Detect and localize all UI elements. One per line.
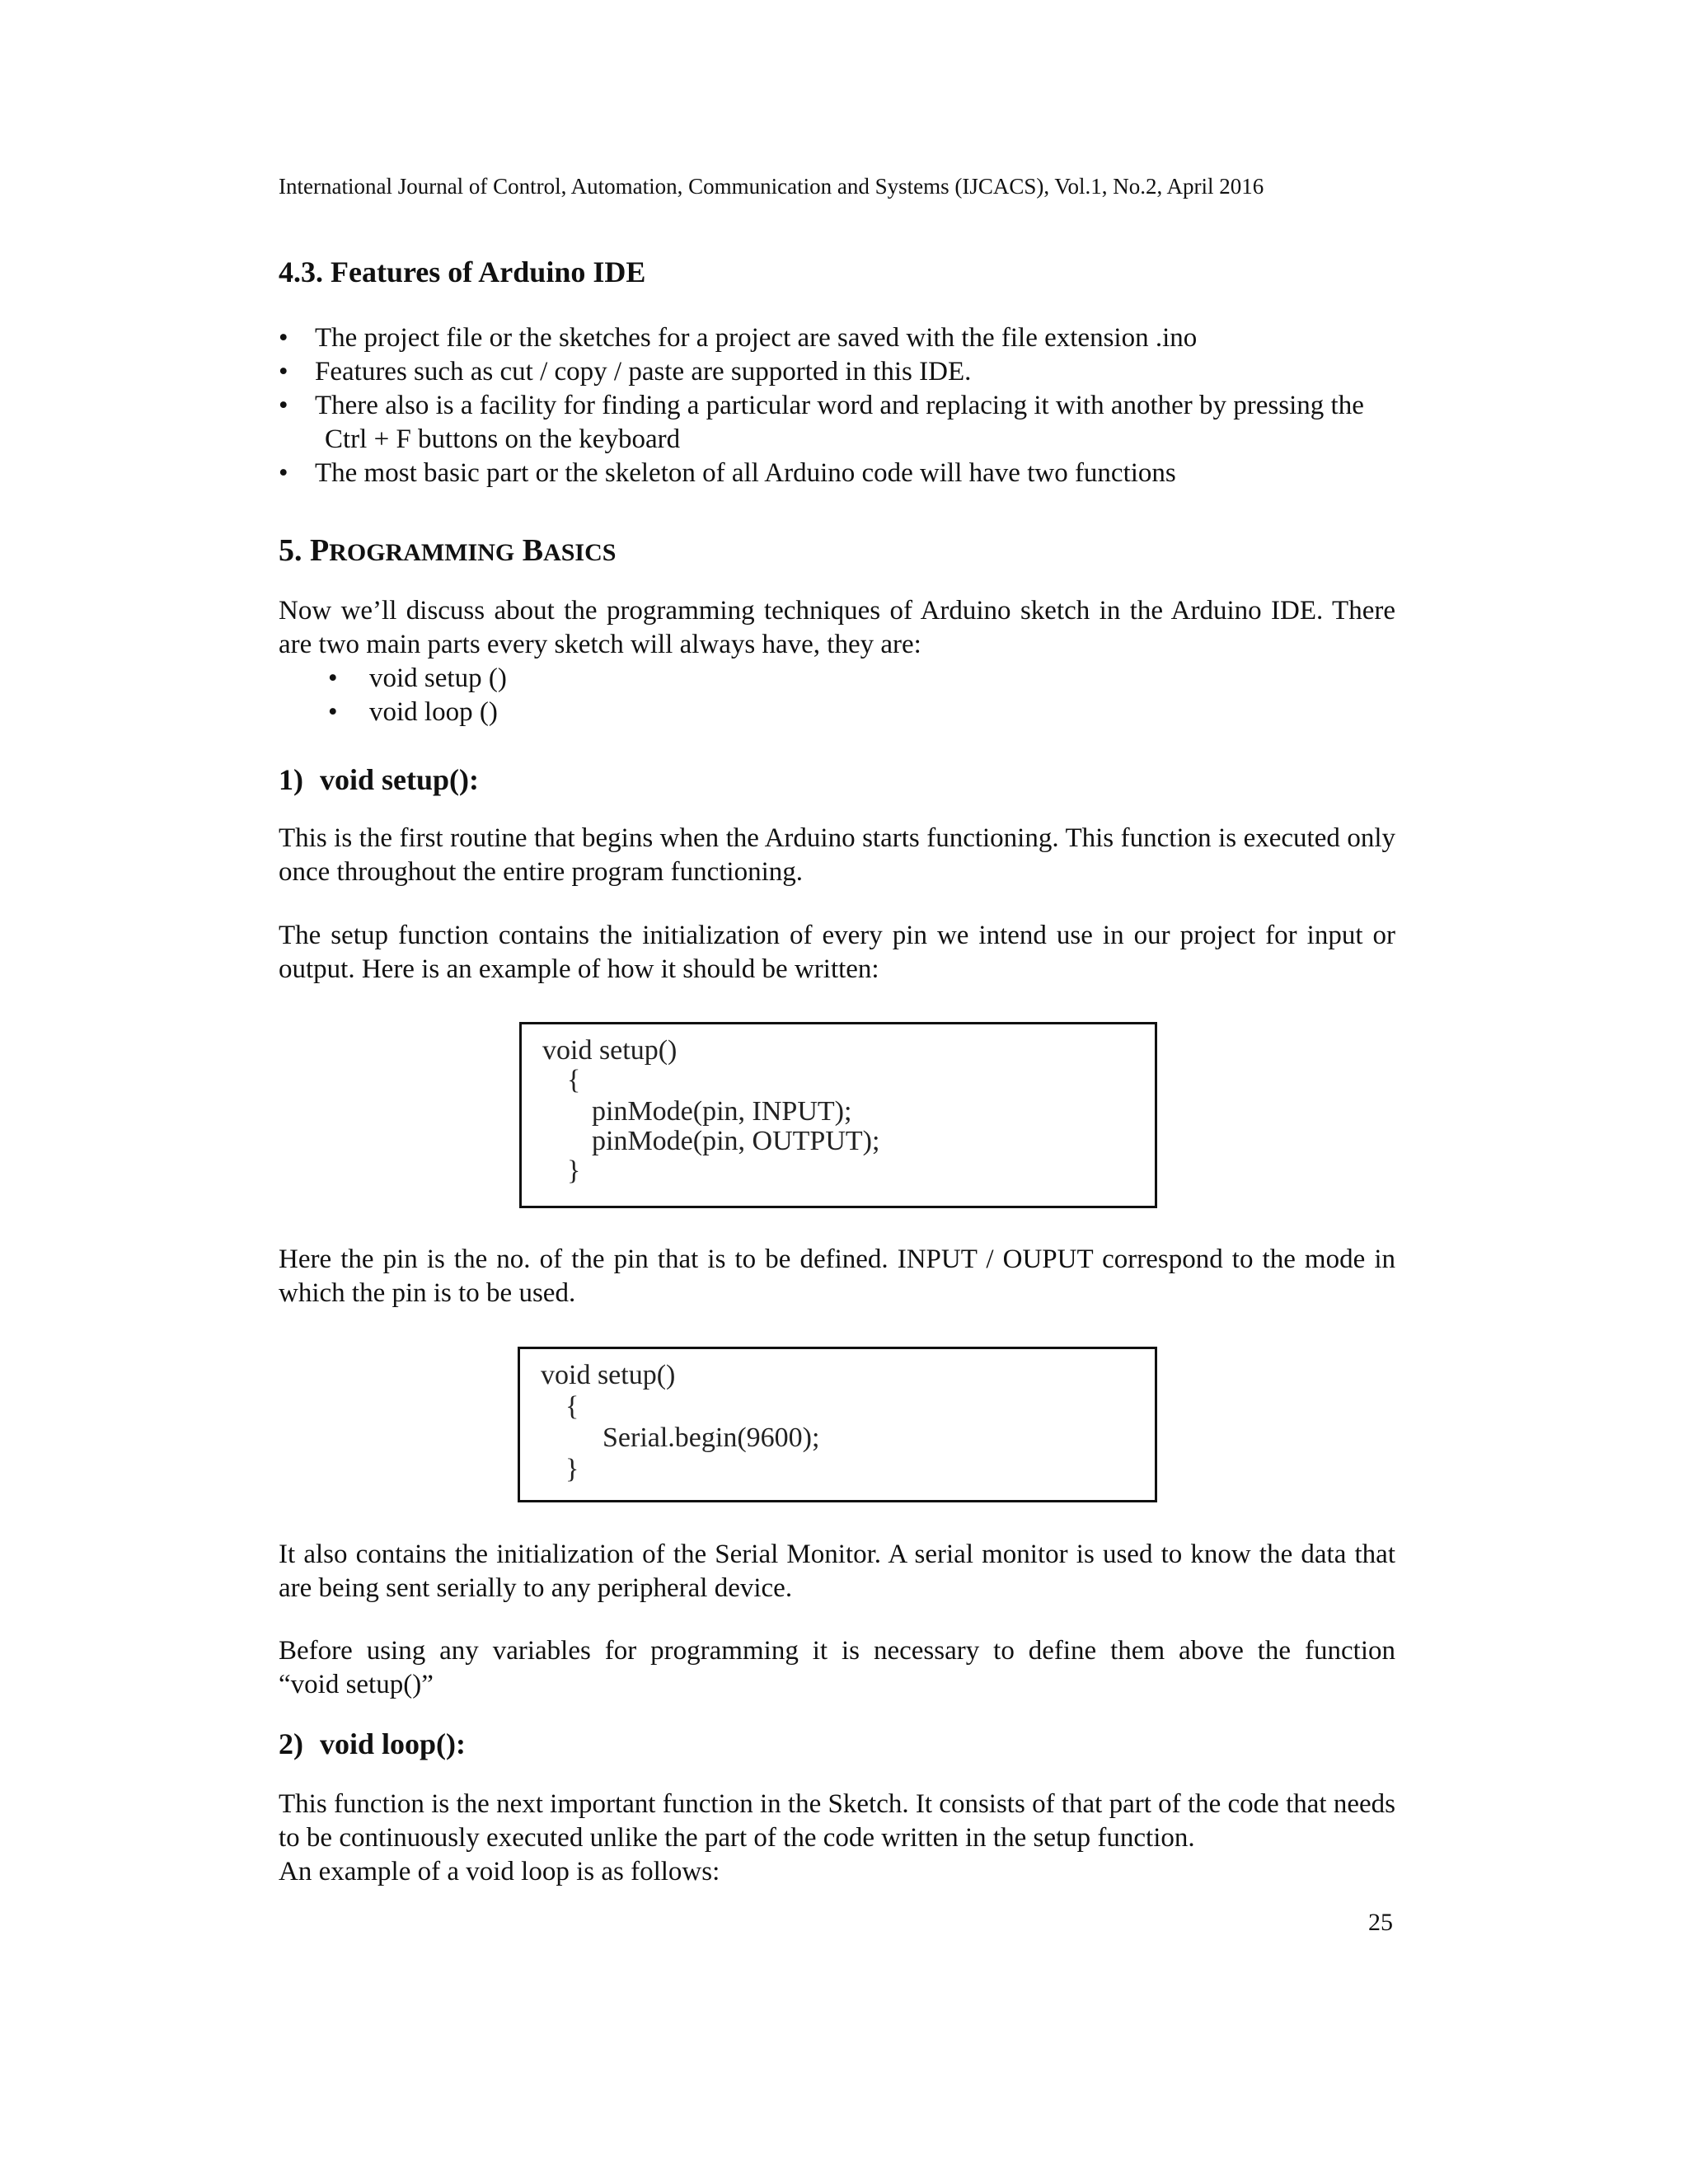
bullet-icon: • — [279, 458, 288, 488]
code-line: } — [567, 1155, 581, 1186]
loop-paragraph-2: An example of a void loop is as follows: — [279, 1857, 720, 1886]
list-item — [279, 355, 1395, 389]
list-item — [279, 389, 1395, 457]
function-bullet-list — [328, 662, 507, 729]
list-item-text: There also is a facility for finding a particular word and replacing it with another by pressing the — [315, 391, 1364, 420]
section-title-smallcaps-1: ROGRAMMING — [329, 539, 515, 566]
subsection-title: void setup(): — [320, 763, 480, 796]
code-line: } — [565, 1454, 579, 1484]
list-item-text: void setup () — [369, 663, 507, 693]
section-title-smallcaps-2: ASICS — [543, 539, 617, 566]
bullet-icon: • — [279, 391, 288, 420]
code-line: void setup() — [541, 1360, 676, 1390]
section-heading-4-3: 4.3. Features of Arduino IDE — [279, 255, 646, 288]
subsection-number: 1) — [279, 763, 303, 796]
subsection-title: void loop(): — [320, 1727, 467, 1760]
list-item-continuation: Ctrl + F buttons on the keyboard — [325, 424, 681, 454]
bullet-icon: • — [328, 697, 338, 727]
page-number: 25 — [1368, 1909, 1393, 1936]
setup-paragraph-4: It also contains the initialization of the Serial Monitor. A serial monitor is used to know the data that are being sent serially to any peripheral device. — [279, 1540, 1395, 1603]
intro-paragraph — [279, 594, 1395, 662]
subsection-number: 2) — [279, 1727, 303, 1760]
code-line: { — [567, 1065, 581, 1095]
setup-paragraph-3: Here the pin is the no. of the pin that is to be defined. INPUT / OUPUT correspond to the mode in which the pin is to be used. — [279, 1244, 1395, 1308]
list-item — [328, 662, 507, 696]
code-example-serial — [518, 1347, 1157, 1502]
code-line: void setup() — [542, 1035, 678, 1066]
setup-paragraph-2: The setup function contains the initialization of every pin we intend use in our project for input or output. Here is an example of how it should be written: — [279, 921, 1395, 984]
list-item-text: The project file or the sketches for a project are saved with the file extension .ino — [315, 323, 1198, 353]
feature-bullet-list — [279, 321, 1395, 490]
setup-paragraph-5-line-2: “void setup()” — [279, 1670, 434, 1699]
bullet-icon: • — [279, 357, 288, 387]
section-title-cap-b: B — [522, 533, 544, 568]
setup-paragraph-5-line-1: Before using any variables for programming it is necessary to define them above the function — [279, 1636, 1395, 1666]
loop-paragraph-1: This function is the next important function in the Sketch. It consists of that part of the code that needs to be continuously executed unlike the part of the code written in the setup function. — [279, 1789, 1395, 1853]
list-item-text: Features such as cut / copy / paste are supported in this IDE. — [315, 357, 972, 387]
subsection-heading-setup — [279, 762, 479, 798]
code-line: pinMode(pin, OUTPUT); — [592, 1126, 880, 1156]
section-title-cap-p: P — [310, 533, 330, 568]
section-heading-5 — [279, 532, 616, 572]
running-head: International Journal of Control, Automation, Communication and Systems (IJCACS), Vol.1, No.2, April 2016 — [279, 174, 1264, 199]
subsection-heading-loop — [279, 1726, 466, 1762]
code-line: Serial.begin(9600); — [603, 1422, 820, 1453]
setup-paragraph-1: This is the first routine that begins when the Arduino starts functioning. This function is executed only once throughout the entire program functioning. — [279, 823, 1395, 887]
section-number: 5. — [279, 533, 302, 568]
list-item — [279, 457, 1395, 490]
list-item — [279, 321, 1395, 355]
code-example-pinmode — [519, 1022, 1157, 1208]
bullet-icon: • — [279, 323, 288, 353]
bullet-icon: • — [328, 663, 338, 693]
intro-line-1: Now we’ll discuss about the programming techniques of Arduino sketch in the Arduino IDE. There — [279, 596, 1395, 626]
list-item — [328, 696, 507, 729]
setup-paragraph-5 — [279, 1634, 1395, 1702]
code-line: { — [565, 1391, 579, 1422]
intro-line-2: are two main parts every sketch will always have, they are: — [279, 630, 921, 659]
list-item-text: The most basic part or the skeleton of all Arduino code will have two functions — [315, 458, 1176, 488]
list-item-text: void loop () — [369, 697, 498, 727]
code-line: pinMode(pin, INPUT); — [592, 1096, 852, 1127]
